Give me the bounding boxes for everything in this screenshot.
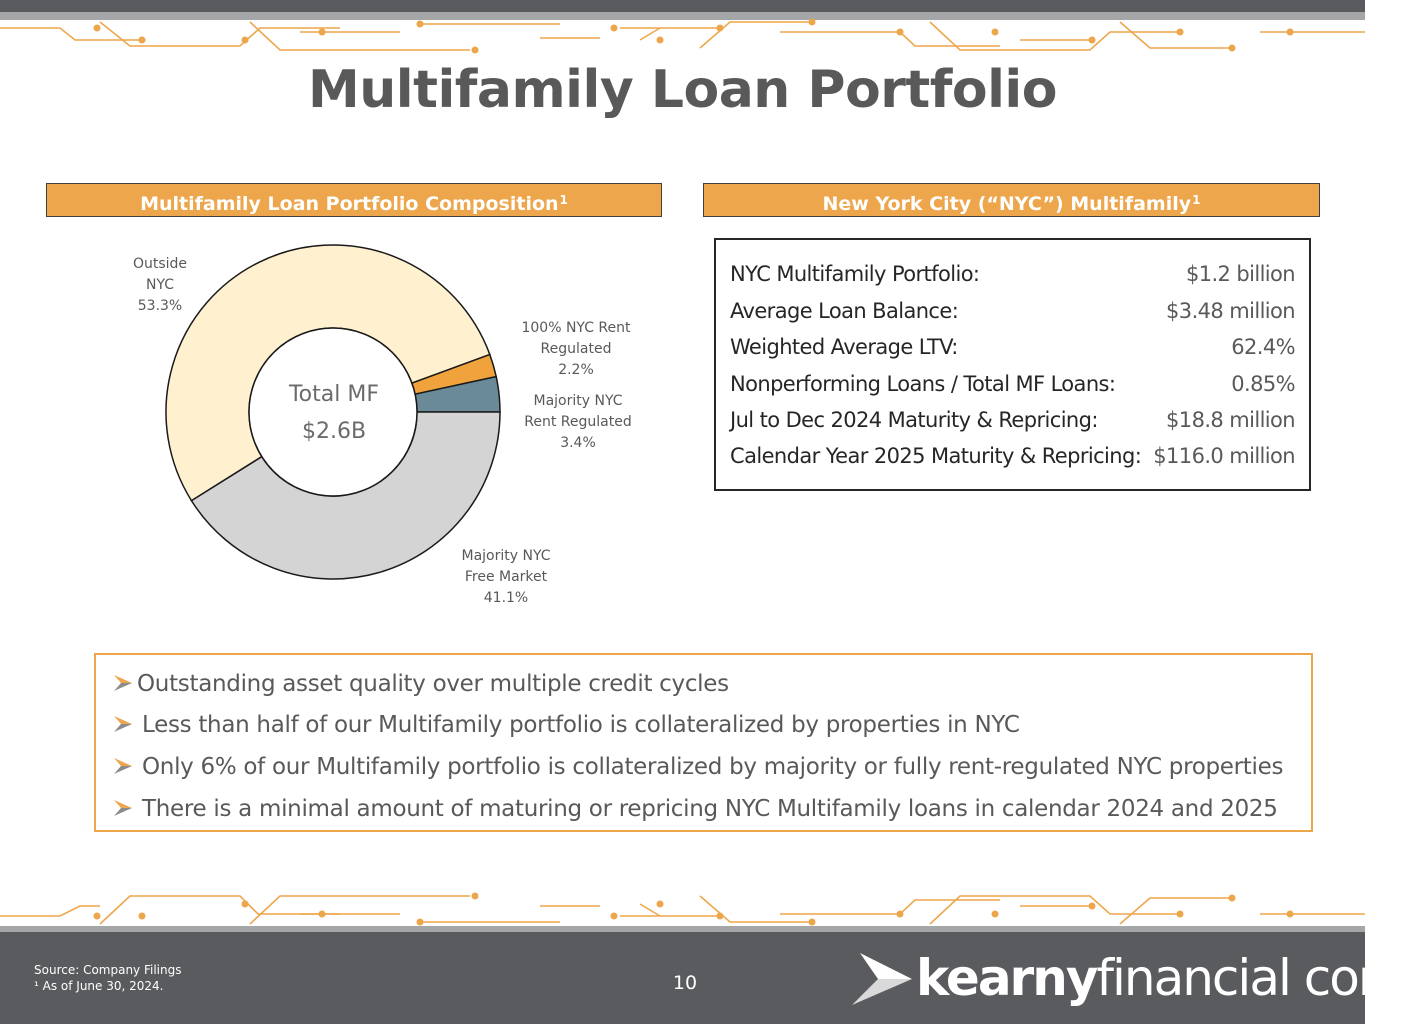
stat-value: $3.48 million <box>1166 299 1295 323</box>
slice-label-line: 100% NYC Rent <box>521 320 631 336</box>
nyc-stats-table <box>714 238 1311 491</box>
slice-label-line: Regulated <box>540 341 612 357</box>
arrow-bullet-icon <box>112 755 134 777</box>
bullet-text: There is a minimal amount of maturing or repricing NYC Multifamily loans in calendar 2024 and 2025 <box>142 796 1278 822</box>
slice-label-line: NYC <box>145 277 175 293</box>
table-row <box>730 408 1295 438</box>
source-line: Source: Company Filings <box>34 963 182 977</box>
logo-wordmark <box>916 948 1420 1008</box>
stat-label: NYC Multifamily Portfolio: <box>730 262 980 286</box>
bullet-text: Outstanding asset quality over multiple credit cycles <box>137 671 729 697</box>
table-row <box>730 372 1295 402</box>
footnote-marker: 1 <box>1192 193 1201 207</box>
donut-center-title: Total MF <box>288 382 379 407</box>
stat-value: $116.0 million <box>1153 444 1295 468</box>
donut-center-label <box>254 376 414 450</box>
source-note <box>34 962 181 994</box>
slice-label-line: Rent Regulated <box>524 414 632 430</box>
slice-label-line: Outside <box>132 256 188 272</box>
bullet-text: Less than half of our Multifamily portfolio is collateralized by properties in NYC <box>142 712 1020 738</box>
slice-label-line: Majority NYC <box>461 548 551 564</box>
page-number: 10 <box>672 972 698 994</box>
stat-value: 62.4% <box>1231 335 1295 359</box>
footnote-line: ¹ As of June 30, 2024. <box>34 979 164 993</box>
slice-label-line: 3.4% <box>560 435 596 451</box>
list-item <box>112 671 729 701</box>
slice-label-line: 2.2% <box>558 362 594 378</box>
nyc-header-text: New York City (“NYC”) Multifamily <box>822 193 1192 215</box>
list-item <box>112 754 1283 784</box>
nyc-header <box>703 183 1320 217</box>
list-item <box>112 712 1020 742</box>
company-logo <box>850 948 1420 1010</box>
arrow-bullet-icon <box>112 713 134 735</box>
stat-value: 0.85% <box>1231 372 1295 396</box>
slice-label-line: Free Market <box>464 569 548 585</box>
key-points-box <box>94 653 1313 832</box>
stat-label: Jul to Dec 2024 Maturity & Repricing: <box>730 408 1098 432</box>
slice-label-outside-nyc <box>100 254 220 317</box>
circuit-decoration-top <box>0 18 1365 54</box>
slice-label-majority-nyc-rent-regulated <box>508 391 648 454</box>
stat-label: Average Loan Balance: <box>730 299 959 323</box>
bullet-text: Only 6% of our Multifamily portfolio is collateralized by majority or fully rent-regulated NYC properties <box>142 754 1284 780</box>
stat-value: $18.8 million <box>1166 408 1295 432</box>
table-row <box>730 299 1295 329</box>
list-item <box>112 796 1278 826</box>
arrow-bullet-icon <box>112 797 134 819</box>
logo-arrow-icon <box>850 951 914 1007</box>
page-title: Multifamily Loan Portfolio <box>308 60 1057 120</box>
logo-wordmark-bold: kearny <box>916 949 1097 1007</box>
stat-label: Nonperforming Loans / Total MF Loans: <box>730 372 1116 396</box>
stat-label: Weighted Average LTV: <box>730 335 958 359</box>
logo-wordmark-light: financial corp. <box>1096 949 1420 1007</box>
top-bar <box>0 0 1365 12</box>
donut-center-value: $2.6B <box>301 419 367 444</box>
footnote-marker: 1 <box>559 193 568 207</box>
slice-label-100-nyc-rent-regulated <box>506 318 646 381</box>
table-row <box>730 444 1295 474</box>
stat-value: $1.2 billion <box>1185 262 1295 286</box>
composition-header-text: Multifamily Loan Portfolio Composition <box>140 193 559 215</box>
slice-label-majority-nyc-free-market <box>436 546 576 609</box>
table-row <box>730 335 1295 365</box>
table-row <box>730 262 1295 292</box>
slice-label-line: 41.1% <box>483 590 529 606</box>
composition-header <box>46 183 662 217</box>
stat-label: Calendar Year 2025 Maturity & Repricing: <box>730 444 1142 468</box>
circuit-decoration-bottom <box>0 892 1365 928</box>
slice-label-line: Majority NYC <box>533 393 623 409</box>
slice-label-line: 53.3% <box>137 298 183 314</box>
arrow-bullet-icon <box>112 672 134 694</box>
